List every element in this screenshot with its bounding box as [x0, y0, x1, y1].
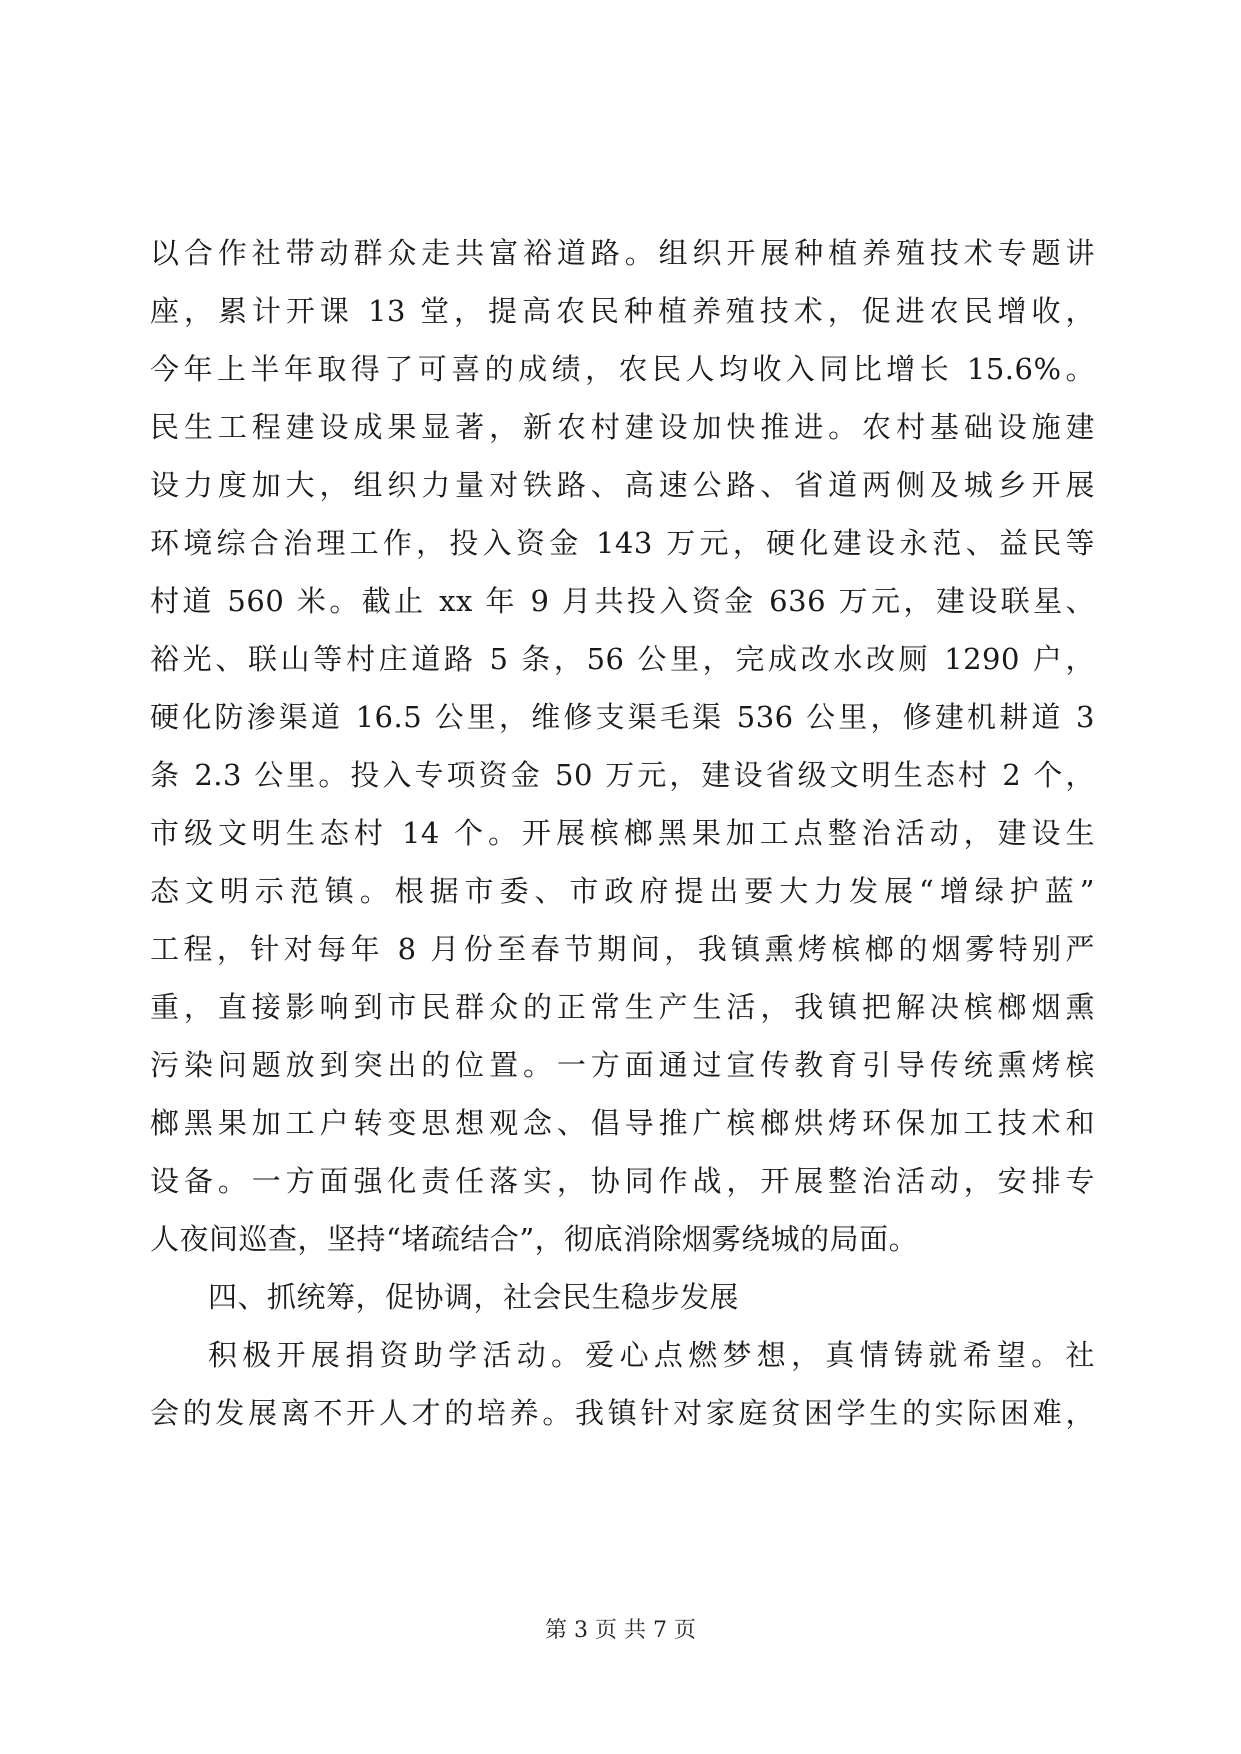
text-line: 榔黑果加工户转变思想观念、倡导推广槟榔烘烤环保加工技术和: [150, 1106, 1095, 1140]
text-line: 条 2.3 公里。投入专项资金 50 万元，建设省级文明生态村 2 个，: [150, 758, 1095, 792]
text-line: 硬化防渗渠道 16.5 公里，维修支渠毛渠 536 公里，修建机耕道 3: [150, 700, 1095, 734]
text-line: 设备。一方面强化责任落实，协同作战，开展整治活动，安排专: [150, 1164, 1095, 1198]
document-body: [150, 224, 1095, 1442]
text-line: 工程，针对每年 8 月份至春节期间，我镇熏烤槟榔的烟雾特别严: [150, 932, 1095, 966]
text-line: 以合作社带动群众走共富裕道路。组织开展种植养殖技术专题讲: [150, 236, 1095, 270]
text-line: 污染问题放到突出的位置。一方面通过宣传教育引导传统熏烤槟: [150, 1048, 1095, 1082]
text-line: 环境综合治理工作，投入资金 143 万元，硬化建设永范、益民等: [150, 526, 1095, 560]
paragraph-line: 积极开展捐资助学活动。爱心点燃梦想，真情铸就希望。社: [208, 1338, 1095, 1372]
text-line: 民生工程建设成果显著，新农村建设加快推进。农村基础设施建: [150, 410, 1095, 444]
text-line: 裕光、联山等村庄道路 5 条，56 公里，完成改水改厕 1290 户，: [150, 642, 1095, 676]
text-line: 今年上半年取得了可喜的成绩，农民人均收入同比增长 15.6%。: [150, 352, 1095, 386]
text-line: 市级文明生态村 14 个。开展槟榔黑果加工点整治活动，建设生: [150, 816, 1095, 850]
text-line: 村道 560 米。截止 xx 年 9 月共投入资金 636 万元，建设联星、: [150, 584, 1095, 618]
paragraph-line: 会的发展离不开人才的培养。我镇针对家庭贫困学生的实际困难，: [150, 1396, 1095, 1430]
text-line: 座，累计开课 13 堂，提高农民种植养殖技术，促进农民增收，: [150, 294, 1095, 328]
text-line: 重，直接影响到市民群众的正常生产生活，我镇把解决槟榔烟熏: [150, 990, 1095, 1024]
text-line: 人夜间巡查，坚持“堵疏结合”，彻底消除烟雾绕城的局面。: [150, 1222, 919, 1256]
text-line: 态文明示范镇。根据市委、市政府提出要大力发展“增绿护蓝”: [150, 874, 1095, 908]
section-heading: 四、抓统筹，促协调，社会民生稳步发展: [208, 1280, 740, 1314]
text-line: 设力度加大，组织力量对铁路、高速公路、省道两侧及城乡开展: [150, 468, 1095, 502]
page-footer: 第 3 页 共 7 页: [545, 1618, 696, 1643]
